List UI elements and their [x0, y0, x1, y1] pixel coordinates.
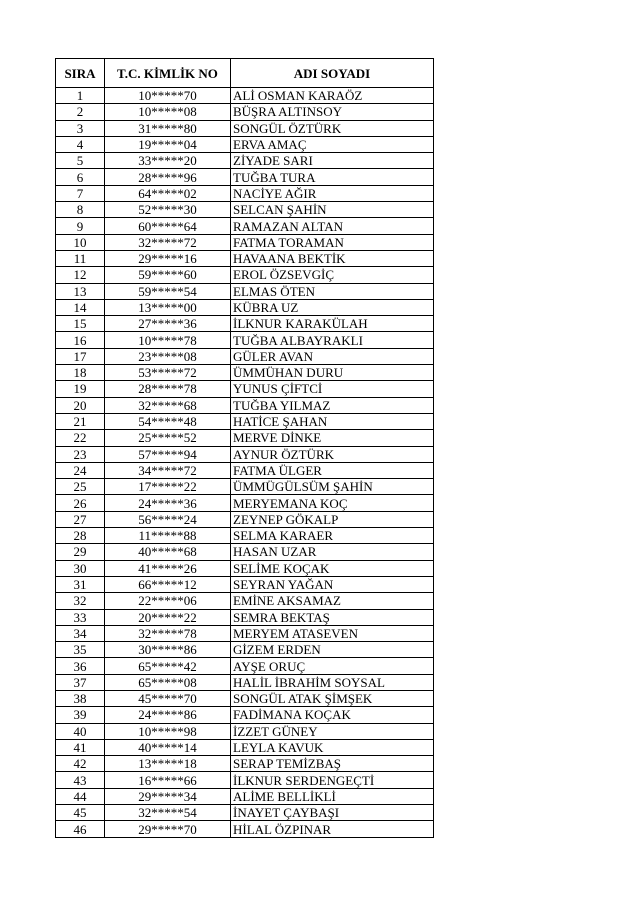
tc-kimlik-no-cell: 31*****80 [105, 120, 231, 136]
table-row [56, 658, 434, 674]
table-row [56, 756, 434, 772]
tc-kimlik-no-cell: 34*****72 [105, 462, 231, 478]
table-row [56, 805, 434, 821]
adi-soyadi-cell: BÜŞRA ALTINSOY [231, 104, 434, 120]
tc-kimlik-no-cell: 33*****20 [105, 153, 231, 169]
table-row [56, 772, 434, 788]
table-row [56, 609, 434, 625]
adi-soyadi-cell: ELMAS ÖTEN [231, 283, 434, 299]
tc-kimlik-no-cell: 10*****98 [105, 723, 231, 739]
table-row [56, 430, 434, 446]
adi-soyadi-cell: ZİYADE SARI [231, 153, 434, 169]
sira-cell: 7 [56, 185, 105, 201]
adi-soyadi-cell: FATMA TORAMAN [231, 234, 434, 250]
adi-soyadi-cell: SELMA KARAER [231, 528, 434, 544]
tc-kimlik-no-cell: 65*****42 [105, 658, 231, 674]
table-row [56, 381, 434, 397]
tc-kimlik-no-cell: 32*****68 [105, 397, 231, 413]
sira-cell: 20 [56, 397, 105, 413]
sira-cell: 19 [56, 381, 105, 397]
sira-cell: 37 [56, 674, 105, 690]
sira-cell: 43 [56, 772, 105, 788]
tc-kimlik-no-cell: 16*****66 [105, 772, 231, 788]
adi-soyadi-cell: İLKNUR SERDENGEÇTİ [231, 772, 434, 788]
sira-cell: 39 [56, 707, 105, 723]
header-sira: SIRA [56, 59, 105, 88]
table-row [56, 202, 434, 218]
adi-soyadi-cell: FATMA ÜLGER [231, 462, 434, 478]
adi-soyadi-cell: ÜMMÜGÜLSÜM ŞAHİN [231, 479, 434, 495]
sira-cell: 5 [56, 153, 105, 169]
adi-soyadi-cell: ALİ OSMAN KARAÖZ [231, 88, 434, 104]
table-row [56, 218, 434, 234]
sira-cell: 34 [56, 625, 105, 641]
adi-soyadi-cell: SEMRA BEKTAŞ [231, 609, 434, 625]
tc-kimlik-no-cell: 41*****26 [105, 560, 231, 576]
sira-cell: 2 [56, 104, 105, 120]
table-row [56, 788, 434, 804]
tc-kimlik-no-cell: 23*****08 [105, 348, 231, 364]
sira-cell: 42 [56, 756, 105, 772]
adi-soyadi-cell: AYNUR ÖZTÜRK [231, 446, 434, 462]
adi-soyadi-cell: NACİYE AĞIR [231, 185, 434, 201]
tc-kimlik-no-cell: 10*****78 [105, 332, 231, 348]
table-header [56, 59, 434, 88]
adi-soyadi-cell: MERVE DİNKE [231, 430, 434, 446]
adi-soyadi-cell: ERVA AMAÇ [231, 136, 434, 152]
adi-soyadi-cell: HASAN UZAR [231, 544, 434, 560]
tc-kimlik-no-cell: 59*****60 [105, 267, 231, 283]
sira-cell: 17 [56, 348, 105, 364]
tc-kimlik-no-cell: 60*****64 [105, 218, 231, 234]
sira-cell: 16 [56, 332, 105, 348]
sira-cell: 26 [56, 495, 105, 511]
table-row [56, 495, 434, 511]
table-row [56, 674, 434, 690]
header-row [56, 59, 434, 88]
sira-cell: 38 [56, 690, 105, 706]
adi-soyadi-cell: SERAP TEMİZBAŞ [231, 756, 434, 772]
tc-kimlik-no-cell: 66*****12 [105, 576, 231, 592]
sira-cell: 8 [56, 202, 105, 218]
adi-soyadi-cell: ALİME BELLİKLİ [231, 788, 434, 804]
tc-kimlik-no-cell: 30*****86 [105, 642, 231, 658]
sira-cell: 3 [56, 120, 105, 136]
sira-cell: 22 [56, 430, 105, 446]
tc-kimlik-no-cell: 25*****52 [105, 430, 231, 446]
tc-kimlik-no-cell: 32*****78 [105, 625, 231, 641]
tc-kimlik-no-cell: 32*****72 [105, 234, 231, 250]
adi-soyadi-cell: İLKNUR KARAKÜLAH [231, 316, 434, 332]
table-row [56, 185, 434, 201]
table-row [56, 544, 434, 560]
sira-cell: 14 [56, 299, 105, 315]
header-tc-kimlik-no: T.C. KİMLİK NO [105, 59, 231, 88]
sira-cell: 36 [56, 658, 105, 674]
sira-cell: 1 [56, 88, 105, 104]
sira-cell: 11 [56, 250, 105, 266]
table-row [56, 104, 434, 120]
adi-soyadi-cell: HAVAANA BEKTİK [231, 250, 434, 266]
sira-cell: 46 [56, 821, 105, 837]
adi-soyadi-cell: İNAYET ÇAYBAŞI [231, 805, 434, 821]
tc-kimlik-no-cell: 13*****00 [105, 299, 231, 315]
table-row [56, 821, 434, 837]
table-row [56, 446, 434, 462]
sira-cell: 45 [56, 805, 105, 821]
sira-cell: 24 [56, 462, 105, 478]
header-adi-soyadi: ADI SOYADI [231, 59, 434, 88]
sira-cell: 21 [56, 413, 105, 429]
adi-soyadi-cell: HİLAL ÖZPINAR [231, 821, 434, 837]
sira-cell: 9 [56, 218, 105, 234]
adi-soyadi-cell: SELİME KOÇAK [231, 560, 434, 576]
sira-cell: 32 [56, 593, 105, 609]
adi-soyadi-cell: SONGÜL ATAK ŞİMŞEK [231, 690, 434, 706]
table-row [56, 479, 434, 495]
table-row [56, 88, 434, 104]
table-row [56, 397, 434, 413]
sira-cell: 44 [56, 788, 105, 804]
table-row [56, 153, 434, 169]
adi-soyadi-cell: KÜBRA UZ [231, 299, 434, 315]
adi-soyadi-cell: AYŞE ORUÇ [231, 658, 434, 674]
tc-kimlik-no-cell: 40*****14 [105, 739, 231, 755]
table-row [56, 365, 434, 381]
adi-soyadi-cell: EROL ÖZSEVGİÇ [231, 267, 434, 283]
tc-kimlik-no-cell: 29*****16 [105, 250, 231, 266]
participant-list-table [55, 58, 434, 838]
sira-cell: 10 [56, 234, 105, 250]
adi-soyadi-cell: YUNUS ÇİFTCİ [231, 381, 434, 397]
table-row [56, 136, 434, 152]
tc-kimlik-no-cell: 56*****24 [105, 511, 231, 527]
table-row [56, 593, 434, 609]
table-row [56, 120, 434, 136]
tc-kimlik-no-cell: 52*****30 [105, 202, 231, 218]
tc-kimlik-no-cell: 32*****54 [105, 805, 231, 821]
sira-cell: 15 [56, 316, 105, 332]
table-body [56, 88, 434, 838]
tc-kimlik-no-cell: 40*****68 [105, 544, 231, 560]
table-row [56, 283, 434, 299]
adi-soyadi-cell: MERYEMANA KOÇ [231, 495, 434, 511]
tc-kimlik-no-cell: 24*****36 [105, 495, 231, 511]
sira-cell: 40 [56, 723, 105, 739]
sira-cell: 13 [56, 283, 105, 299]
sira-cell: 6 [56, 169, 105, 185]
tc-kimlik-no-cell: 24*****86 [105, 707, 231, 723]
tc-kimlik-no-cell: 17*****22 [105, 479, 231, 495]
table-row [56, 723, 434, 739]
sira-cell: 18 [56, 365, 105, 381]
sira-cell: 25 [56, 479, 105, 495]
tc-kimlik-no-cell: 64*****02 [105, 185, 231, 201]
table-row [56, 528, 434, 544]
table-row [56, 234, 434, 250]
sira-cell: 31 [56, 576, 105, 592]
adi-soyadi-cell: İZZET GÜNEY [231, 723, 434, 739]
table-row [56, 316, 434, 332]
adi-soyadi-cell: TUĞBA ALBAYRAKLI [231, 332, 434, 348]
adi-soyadi-cell: GİZEM ERDEN [231, 642, 434, 658]
tc-kimlik-no-cell: 28*****78 [105, 381, 231, 397]
adi-soyadi-cell: GÜLER AVAN [231, 348, 434, 364]
tc-kimlik-no-cell: 11*****88 [105, 528, 231, 544]
adi-soyadi-cell: TUĞBA YILMAZ [231, 397, 434, 413]
tc-kimlik-no-cell: 27*****36 [105, 316, 231, 332]
adi-soyadi-cell: HATİCE ŞAHAN [231, 413, 434, 429]
sira-cell: 30 [56, 560, 105, 576]
sira-cell: 4 [56, 136, 105, 152]
sira-cell: 27 [56, 511, 105, 527]
table-row [56, 739, 434, 755]
table-row [56, 267, 434, 283]
tc-kimlik-no-cell: 19*****04 [105, 136, 231, 152]
tc-kimlik-no-cell: 54*****48 [105, 413, 231, 429]
adi-soyadi-cell: TUĞBA TURA [231, 169, 434, 185]
table-row [56, 642, 434, 658]
sira-cell: 28 [56, 528, 105, 544]
tc-kimlik-no-cell: 13*****18 [105, 756, 231, 772]
adi-soyadi-cell: ÜMMÜHAN DURU [231, 365, 434, 381]
adi-soyadi-cell: HALİL İBRAHİM SOYSAL [231, 674, 434, 690]
tc-kimlik-no-cell: 59*****54 [105, 283, 231, 299]
table-row [56, 690, 434, 706]
table-row [56, 560, 434, 576]
tc-kimlik-no-cell: 10*****70 [105, 88, 231, 104]
adi-soyadi-cell: SELCAN ŞAHİN [231, 202, 434, 218]
adi-soyadi-cell: SONGÜL ÖZTÜRK [231, 120, 434, 136]
table-row [56, 169, 434, 185]
tc-kimlik-no-cell: 57*****94 [105, 446, 231, 462]
adi-soyadi-cell: ZEYNEP GÖKALP [231, 511, 434, 527]
tc-kimlik-no-cell: 20*****22 [105, 609, 231, 625]
tc-kimlik-no-cell: 29*****70 [105, 821, 231, 837]
table-row [56, 511, 434, 527]
table-row [56, 462, 434, 478]
table-row [56, 348, 434, 364]
table-row [56, 625, 434, 641]
sira-cell: 41 [56, 739, 105, 755]
adi-soyadi-cell: RAMAZAN ALTAN [231, 218, 434, 234]
adi-soyadi-cell: FADİMANA KOÇAK [231, 707, 434, 723]
tc-kimlik-no-cell: 45*****70 [105, 690, 231, 706]
adi-soyadi-cell: LEYLA KAVUK [231, 739, 434, 755]
table-row [56, 250, 434, 266]
sira-cell: 33 [56, 609, 105, 625]
sira-cell: 35 [56, 642, 105, 658]
adi-soyadi-cell: SEYRAN YAĞAN [231, 576, 434, 592]
tc-kimlik-no-cell: 22*****06 [105, 593, 231, 609]
table-row [56, 707, 434, 723]
adi-soyadi-cell: EMİNE AKSAMAZ [231, 593, 434, 609]
table-row [56, 413, 434, 429]
tc-kimlik-no-cell: 65*****08 [105, 674, 231, 690]
table-row [56, 299, 434, 315]
adi-soyadi-cell: MERYEM ATASEVEN [231, 625, 434, 641]
tc-kimlik-no-cell: 10*****08 [105, 104, 231, 120]
tc-kimlik-no-cell: 28*****96 [105, 169, 231, 185]
table-row [56, 576, 434, 592]
sira-cell: 12 [56, 267, 105, 283]
sira-cell: 29 [56, 544, 105, 560]
tc-kimlik-no-cell: 53*****72 [105, 365, 231, 381]
sira-cell: 23 [56, 446, 105, 462]
tc-kimlik-no-cell: 29*****34 [105, 788, 231, 804]
table-row [56, 332, 434, 348]
